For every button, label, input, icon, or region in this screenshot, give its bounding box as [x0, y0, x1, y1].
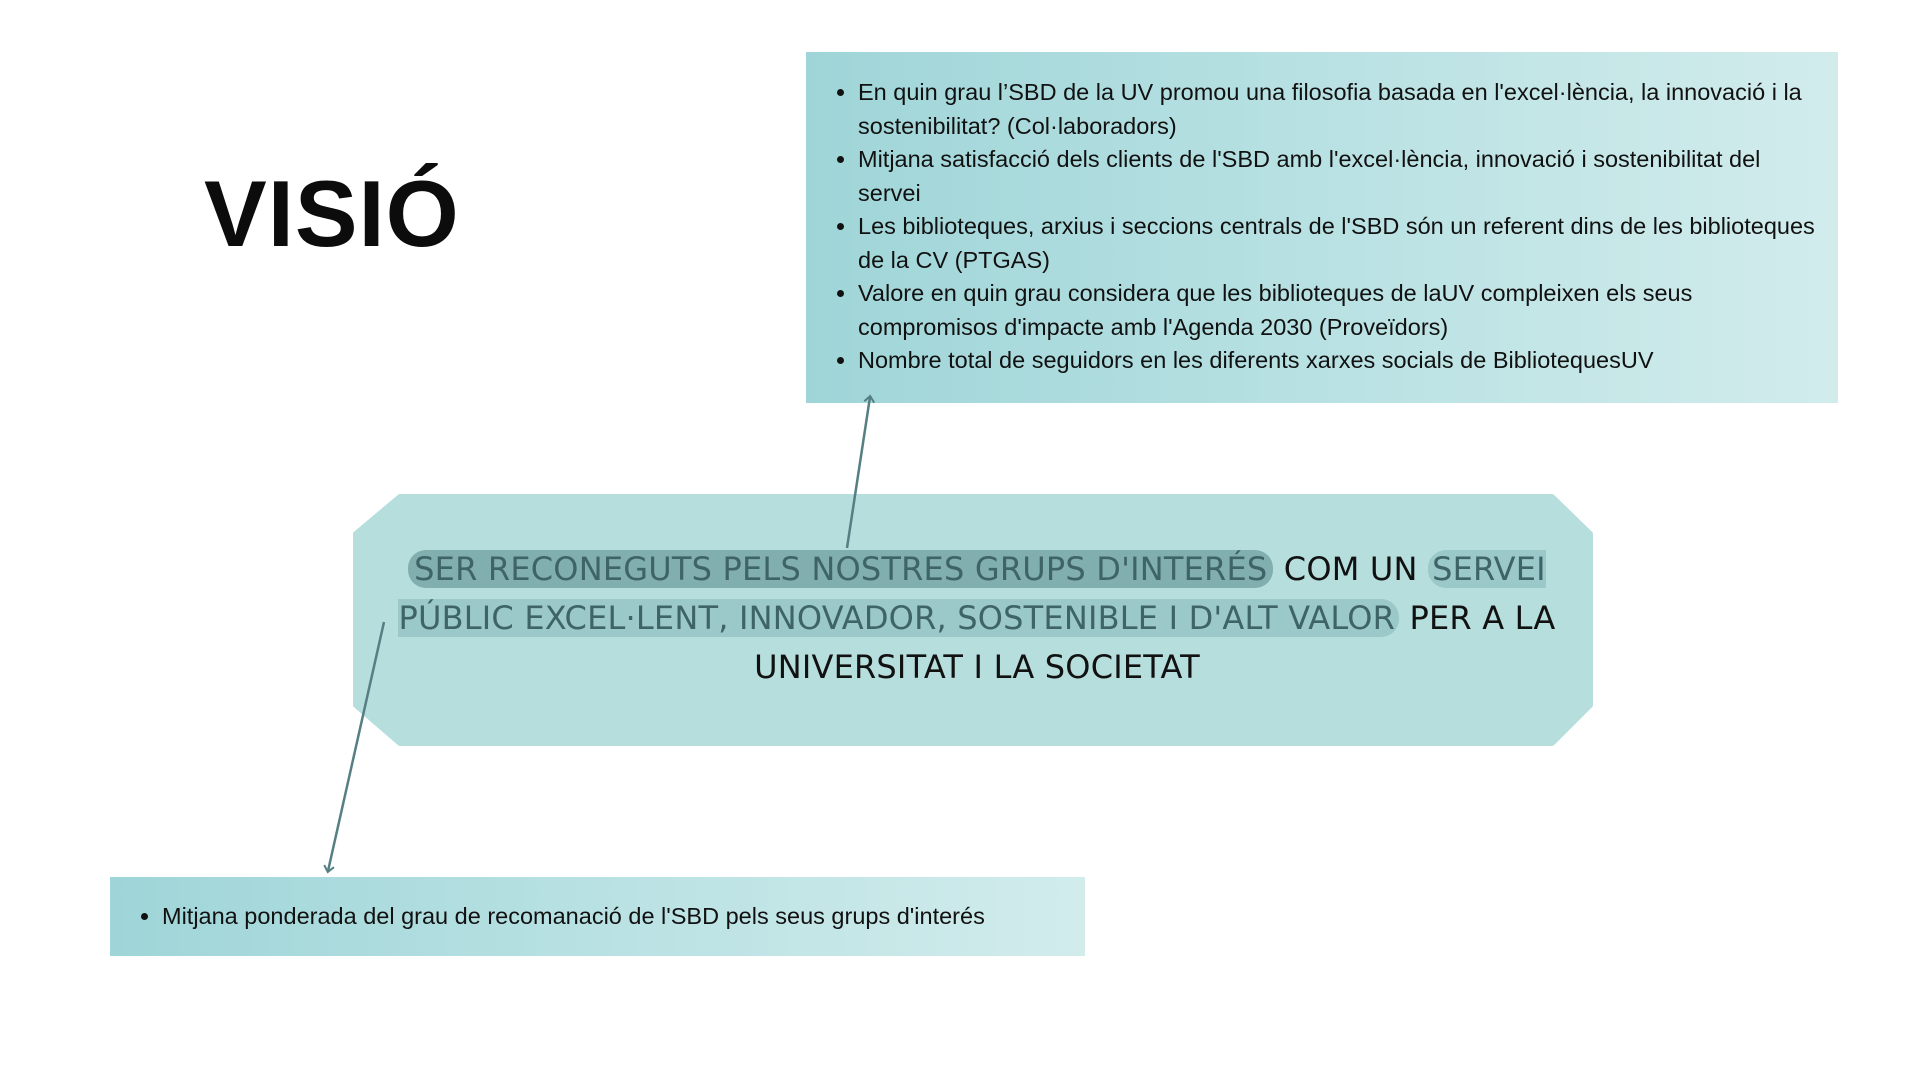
indicator-item: • Mitjana ponderada del grau de recomanació de l'SBD pels seus grups d'interés — [162, 900, 1063, 934]
indicators-box-bottom — [110, 877, 1085, 956]
indicator-item: • En quin grau l’SBD de la UV promou una filosofia basada en l'excel·lència, la innovació i la sostenibilitat? (Col·laboradors) — [858, 76, 1816, 143]
vision-highlight-stakeholders: SER RECONEGUTS PELS NOSTRES GRUPS D'INTERÉS — [408, 550, 1273, 588]
slide-title: VISIÓ — [204, 161, 460, 266]
vision-connector-text: COM UN — [1273, 550, 1429, 588]
indicator-item: • Nombre total de seguidors en les diferents xarxes socials de BibliotequesUV — [858, 344, 1816, 378]
indicator-item: • Valore en quin grau considera que les biblioteques de laUV compleixen els seus compromisos d'impacte amb l'Agenda 2030 (Proveïdors) — [858, 277, 1816, 344]
vision-statement — [380, 545, 1574, 692]
indicators-box-top — [806, 52, 1838, 403]
indicator-item: • Les biblioteques, arxius i seccions centrals de l'SBD són un referent dins de les biblioteques de la CV (PTGAS) — [858, 210, 1816, 277]
vision-highlight-service: SERVEI PÚBLIC EXCEL·LENT, INNOVADOR, SOSTENIBLE I D'ALT VALOR — [398, 550, 1546, 637]
vision-closing-text: PER A LA UNIVERSITAT I LA SOCIETAT — [754, 599, 1556, 686]
indicators-list-top — [828, 76, 1816, 378]
indicators-list-bottom — [132, 900, 1063, 934]
indicator-item: • Mitjana satisfacció dels clients de l'SBD amb l'excel·lència, innovació i sostenibilitat del servei — [858, 143, 1816, 210]
